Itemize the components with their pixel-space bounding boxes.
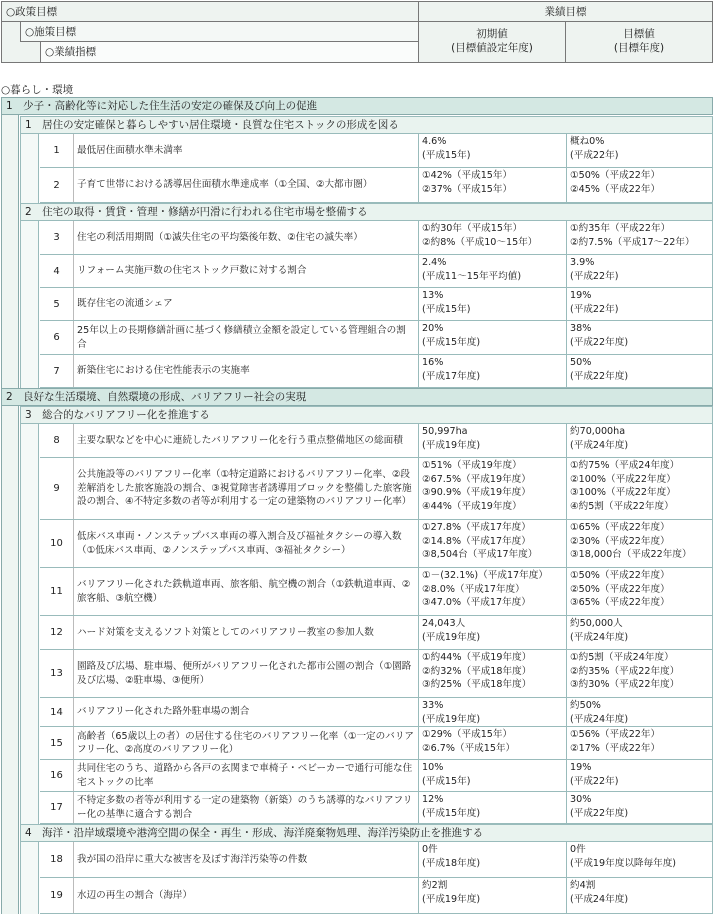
indicator-row: [40, 458, 713, 520]
policy-goal-row: 2 良好な生活環境、自然環境の形成、バリアフリー社会の実現: [1, 388, 713, 406]
indicator-description: 低床バス車両・ノンステップバス車両の導入割合及び福祉タクシーの導入数（①低床バス車両、②ノンステップバス車両、③福祉タクシー）: [74, 520, 419, 567]
initial-value: 13% (平成15年): [419, 288, 567, 320]
initial-value: ①約30年（平成15年） ②約8%（平成10～15年）: [419, 221, 567, 254]
indicator-description: 子育て世帯における誘導居住面積水準達成率（①全国、②大都市圏）: [74, 168, 419, 202]
measure-goal-row: 4 海洋・沿岸域環境や港湾空間の保全・再生・形成、海洋廃棄物処理、海洋汚染防止を推進する: [20, 824, 713, 842]
target-value: ①約35年（平成22年） ②約7.5%（平成17～22年）: [570, 223, 695, 248]
initial-value: 33% (平成19年度): [419, 698, 567, 726]
indicator-description: 高齢者（65歳以上の者）の居住する住宅のバリアフリー化率（①一定のバリアフリー化、②高度のバリアフリー化）: [74, 727, 419, 759]
target-value: 38% (平成22年度): [570, 323, 629, 348]
indent-bar: [20, 134, 39, 203]
indicator-number: 7: [40, 355, 74, 387]
measure-goal-label: ○施策目標: [25, 26, 77, 38]
indicator-description: 不特定多数の者等が利用する一定の建築物（新築）のうち誘導的なバリアフリー化の基準に適合する割合: [74, 792, 419, 823]
indicator-row: [40, 616, 713, 650]
initial-value: ①－(32.1%)（平成17年度） ②8.0%（平成17年度） ③47.0%（平成17年度）: [419, 568, 567, 615]
indicator-row: [40, 221, 713, 255]
target-value: ①65%（平成22年度） ②30%（平成22年度） ③18,000台（平成22年度）: [570, 522, 692, 560]
initial-value-sublabel: (目標値設定年度): [451, 42, 533, 54]
initial-value: 50,997ha (平成19年度): [419, 424, 567, 457]
indicator-number: 12: [40, 616, 74, 649]
policy-goal-cell: [2, 2, 419, 22]
indicator-number: 10: [40, 520, 74, 567]
indicator-number: 5: [40, 288, 74, 320]
indicator-number: 14: [40, 698, 74, 726]
indicator-row: [40, 878, 713, 914]
indicator-description: 新築住宅における住宅性能表示の実施率: [74, 355, 419, 387]
initial-value: 16% (平成17年度): [419, 355, 567, 387]
indicator-row: [40, 760, 713, 792]
initial-value-label: 初期値: [476, 28, 508, 40]
indicator-description: 公共施設等のバリアフリー化率（①特定道路におけるバリアフリー化率、②段差解消をした旅客施設の割合、③視覚障害者誘導用ブロックを整備した旅客施設の割合、④不特定多数の者等が利用する一定の建築物のバリアフリー化率）: [74, 458, 419, 519]
target-value: 0件 (平成19年度以降毎年度): [570, 844, 677, 869]
indicator-row: [40, 424, 713, 458]
indicator-description: 住宅の利活用期間（①滅失住宅の平均築後年数、②住宅の滅失率）: [74, 221, 419, 254]
target-value: 50% (平成22年度): [570, 357, 629, 382]
indicator-description: 水辺の再生の割合（海岸）: [74, 878, 419, 913]
indicator-number: 6: [40, 321, 74, 354]
initial-value: 4.6% (平成15年): [419, 134, 567, 167]
indicator-number: 16: [40, 760, 74, 791]
indicator-row: [40, 288, 713, 321]
indicator-number: 3: [40, 221, 74, 254]
indicator-number: 11: [40, 568, 74, 615]
performance-target-cell: [419, 2, 712, 22]
indicator-number: 17: [40, 792, 74, 823]
target-value: 約50,000人 (平成24年度): [570, 618, 629, 643]
initial-value: 12% (平成15年度): [419, 792, 567, 823]
indent-bar: [20, 424, 39, 824]
initial-value: ①27.8%（平成17年度） ②14.8%（平成17年度） ③8,504台（平成17年度）: [419, 520, 567, 567]
initial-value: 10% (平成15年): [419, 760, 567, 791]
performance-indicator-label: ○業績指標: [45, 46, 97, 58]
indicator-row: [40, 568, 713, 616]
target-value-label: 目標値: [623, 28, 655, 40]
indicator-number: 2: [40, 168, 74, 202]
indent-bar: [20, 221, 39, 390]
measure-goal-row: 3 総合的なバリアフリー化を推進する: [20, 406, 713, 424]
indicator-number: 19: [40, 878, 74, 913]
target-value-sublabel: (目標年度): [613, 42, 665, 54]
indicator-description: 共同住宅のうち、道路から各戸の玄関まで車椅子・ベビーカーで通行可能な住宅ストックの比率: [74, 760, 419, 791]
indicator-description: リフォーム実施戸数の住宅ストック戸数に対する割合: [74, 255, 419, 287]
indent-bar: [1, 115, 19, 390]
policy-goal-label: ○政策目標: [6, 6, 58, 18]
indicator-row: [40, 255, 713, 288]
target-value: ①50%（平成22年度） ②50%（平成22年度） ③65%（平成22年度）: [570, 570, 670, 608]
indicator-description: ハード対策を支えるソフト対策としてのバリアフリー教室の参加人数: [74, 616, 419, 649]
indicator-row: [40, 520, 713, 568]
indicator-description: バリアフリー化された鉄軌道車両、旅客船、航空機の割合（①鉄軌道車両、②旅客船、③航空機）: [74, 568, 419, 615]
performance-indicator-cell: [40, 42, 419, 62]
initial-value: 0件 (平成18年度): [419, 842, 567, 877]
policy-goal-row: 1 少子・高齢化等に対応した住生活の安定の確保及び向上の促進: [1, 97, 713, 115]
target-value: 約70,000ha (平成24年度): [570, 426, 629, 451]
indicator-description: 園路及び広場、駐車場、便所がバリアフリー化された都市公園の割合（①園路及び広場、②駐車場、③便所）: [74, 650, 419, 697]
indicator-row: [40, 321, 713, 355]
initial-value: ①29%（平成15年） ②6.7%（平成15年）: [419, 727, 567, 759]
indicator-row: [40, 168, 713, 203]
initial-value: 24,043人 (平成19年度): [419, 616, 567, 649]
indicator-number: 18: [40, 842, 74, 877]
indicator-number: 13: [40, 650, 74, 697]
indicator-description: バリアフリー化された路外駐車場の割合: [74, 698, 419, 726]
section-title: ○暮らし・環境: [1, 84, 74, 96]
target-value: 概ね0% (平成22年): [570, 136, 619, 161]
indicator-row: [40, 842, 713, 878]
target-value: 19% (平成22年): [570, 290, 619, 315]
indicator-row: [40, 698, 713, 727]
initial-value: 20% (平成15年度): [419, 321, 567, 354]
indent-bar: [1, 406, 19, 914]
target-value: 約50% (平成24年度): [570, 700, 629, 725]
table-header: [1, 1, 713, 63]
target-value: 3.9% (平成22年): [570, 257, 619, 282]
indicator-row: [40, 650, 713, 698]
initial-value: 2.4% (平成11～15年平均値): [419, 255, 567, 287]
target-value: ①約5割（平成24年度） ②約35%（平成22年度） ③約30%（平成22年度）: [570, 652, 680, 690]
indicator-number: 4: [40, 255, 74, 287]
measure-goal-row: 2 住宅の取得・賃貸・管理・修繕が円滑に行われる住宅市場を整備する: [20, 203, 713, 221]
indicator-row: [40, 134, 713, 168]
indicator-number: 1: [40, 134, 74, 167]
initial-value: ①51%（平成19年度） ②67.5%（平成19年度） ③90.9%（平成19年度） ④44%（平成19年度）: [419, 458, 567, 519]
indicator-description: 既存住宅の流通シェア: [74, 288, 419, 320]
measure-goal-cell: [20, 22, 419, 42]
indicator-description: 我が国の沿岸に重大な被害を及ぼす海洋汚染等の件数: [74, 842, 419, 877]
indent-bar: [20, 842, 39, 914]
target-value: 19% (平成22年): [570, 762, 619, 787]
initial-value: ①42%（平成15年） ②37%（平成15年）: [419, 168, 567, 202]
indicator-row: [40, 792, 713, 824]
indicator-row: [40, 727, 713, 760]
indicator-description: 最低居住面積水準未満率: [74, 134, 419, 167]
indicator-number: 15: [40, 727, 74, 759]
initial-value: 約2割 (平成19年度): [419, 878, 567, 913]
target-value: 約4割 (平成24年度): [570, 880, 629, 905]
target-value: ①50%（平成22年） ②45%（平成22年）: [570, 170, 661, 195]
indicator-number: 9: [40, 458, 74, 519]
performance-target-label: 業績目標: [544, 6, 587, 18]
initial-value-header: [419, 22, 566, 62]
target-value: ①56%（平成22年） ②17%（平成22年）: [570, 729, 661, 754]
target-value: 30% (平成22年度): [570, 794, 629, 819]
indicator-number: 8: [40, 424, 74, 457]
indicator-description: 主要な駅などを中心に連続したバリアフリー化を行う重点整備地区の総面積: [74, 424, 419, 457]
target-value-header: [566, 22, 712, 62]
initial-value: ①約44%（平成19年度） ②約32%（平成18年度） ③約25%（平成18年度）: [419, 650, 567, 697]
target-value: ①約75%（平成24年度） ②100%（平成22年度） ③100%（平成22年度） ④約5割（平成22年度）: [570, 460, 680, 512]
indicator-row: [40, 355, 713, 388]
measure-goal-row: 1 居住の安定確保と暮らしやすい居住環境・良質な住宅ストックの形成を図る: [20, 116, 713, 134]
indicator-description: 25年以上の長期修繕計画に基づく修繕積立金額を設定している管理組合の割合: [74, 321, 419, 354]
